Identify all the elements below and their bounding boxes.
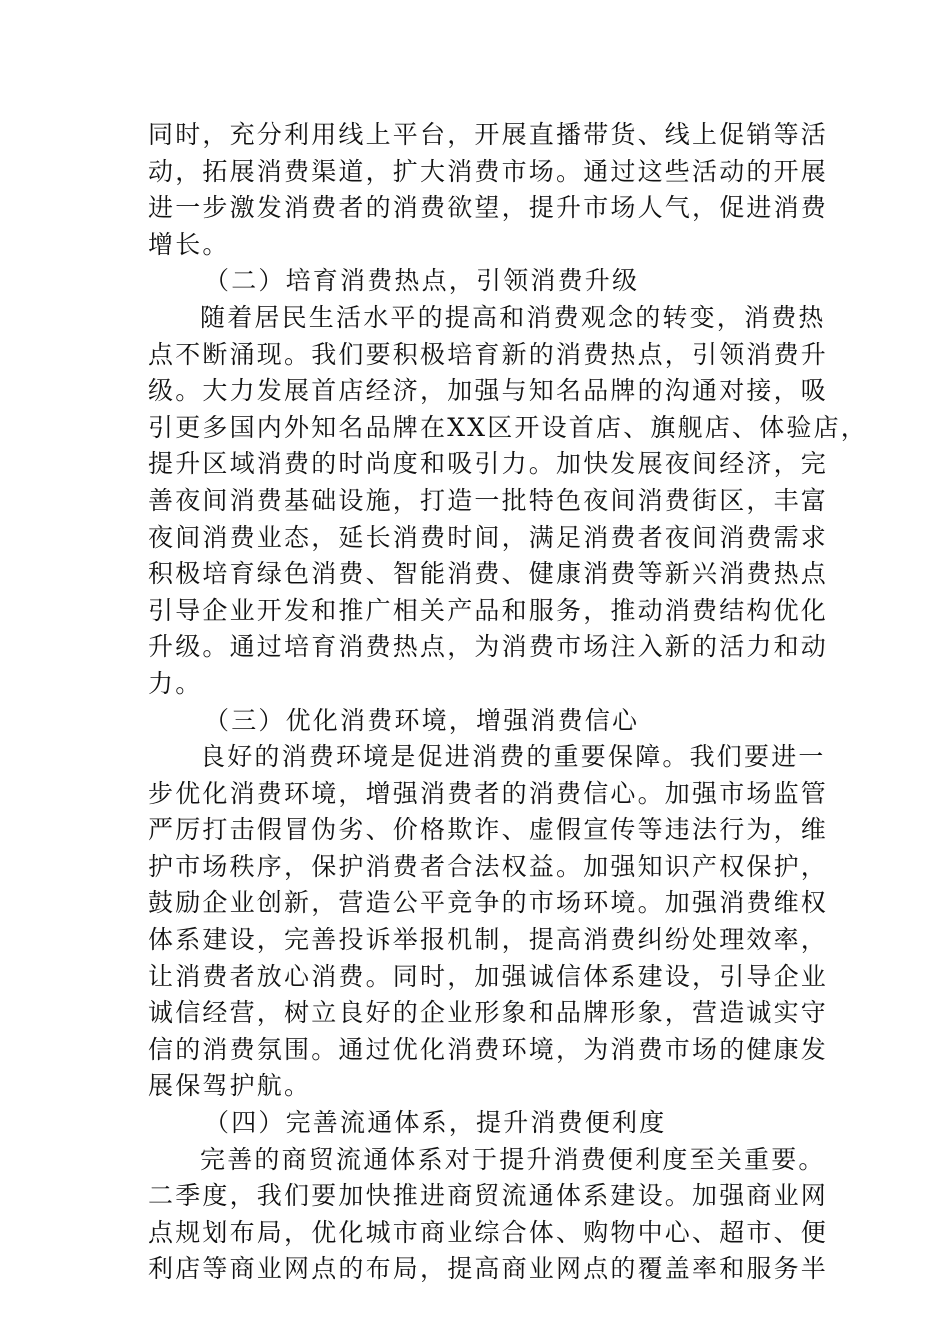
body-text-line: 点不断涌现。我们要积极培育新的消费热点，引领消费升 [148, 339, 829, 369]
body-text-line: 信的消费氛围。通过优化消费环境，为消费市场的健康发 [148, 1034, 829, 1064]
section-heading: （四）完善流通体系，提升消费便利度 [204, 1108, 667, 1138]
document-body [148, 117, 868, 1288]
section-heading: （三）优化消费环境，增强消费信心 [204, 705, 640, 735]
body-text-line: 点规划布局，优化城市商业综合体、购物中心、超市、便 [148, 1217, 829, 1247]
body-text-line: 引导企业开发和推广相关产品和服务，推动消费结构优化 [148, 595, 829, 625]
body-text-line: 夜间消费业态，延长消费时间，满足消费者夜间消费需求 [148, 522, 829, 552]
body-text-line: 进一步激发消费者的消费欲望，提升市场人气，促进消费 [148, 193, 829, 223]
body-text-line: 护市场秩序，保护消费者合法权益。加强知识产权保护， [148, 851, 829, 881]
body-text-line: 善夜间消费基础设施，打造一批特色夜间消费街区，丰富 [148, 485, 829, 515]
body-text-line: 积极培育绿色消费、智能消费、健康消费等新兴消费热点 [148, 559, 829, 589]
body-text-line: 体系建设，完善投诉举报机制，提高消费纠纷处理效率， [148, 925, 829, 955]
body-text-line: 步优化消费环境，增强消费者的消费信心。加强市场监管 [148, 778, 829, 808]
body-text-line: 提升区域消费的时尚度和吸引力。加快发展夜间经济，完 [148, 449, 829, 479]
section-heading: （二）培育消费热点，引领消费升级 [204, 266, 640, 296]
body-text-line: 升级。通过培育消费热点，为消费市场注入新的活力和动 [148, 632, 829, 662]
paragraph-first-line: 良好的消费环境是促进消费的重要保障。我们要进一 [200, 742, 826, 772]
body-text-line: 严厉打击假冒伪劣、价格欺诈、虚假宣传等违法行为，维 [148, 815, 829, 845]
body-text-line: 展保驾护航。 [148, 1071, 312, 1101]
body-text-line: 利店等商业网点的布局，提高商业网点的覆盖率和服务半 [148, 1254, 829, 1284]
body-text-line: 让消费者放心消费。同时，加强诚信体系建设，引导企业 [148, 961, 829, 991]
body-text-line: 增长。 [148, 229, 230, 259]
body-text-line: 同时，充分利用线上平台，开展直播带货、线上促销等活 [148, 120, 829, 149]
body-text-line: 级。大力发展首店经济，加强与知名品牌的沟通对接，吸 [148, 376, 829, 406]
body-text-line: 力。 [148, 668, 203, 698]
body-text-line: 动，拓展消费渠道，扩大消费市场。通过这些活动的开展 [148, 156, 829, 186]
body-text-line: 诚信经营，树立良好的企业形象和品牌形象，营造诚实守 [148, 998, 829, 1028]
paragraph-first-line: 完善的商贸流通体系对于提升消费便利度至关重要。 [200, 1144, 826, 1174]
paragraph-first-line: 随着居民生活水平的提高和消费观念的转变，消费热 [200, 302, 826, 332]
body-text-line: 鼓励企业创新，营造公平竞争的市场环境。加强消费维权 [148, 888, 829, 918]
body-text-line: 引更多国内外知名品牌在XX区开设首店、旗舰店、体验店， [148, 412, 868, 442]
body-text-line: 二季度，我们要加快推进商贸流通体系建设。加强商业网 [148, 1181, 829, 1211]
